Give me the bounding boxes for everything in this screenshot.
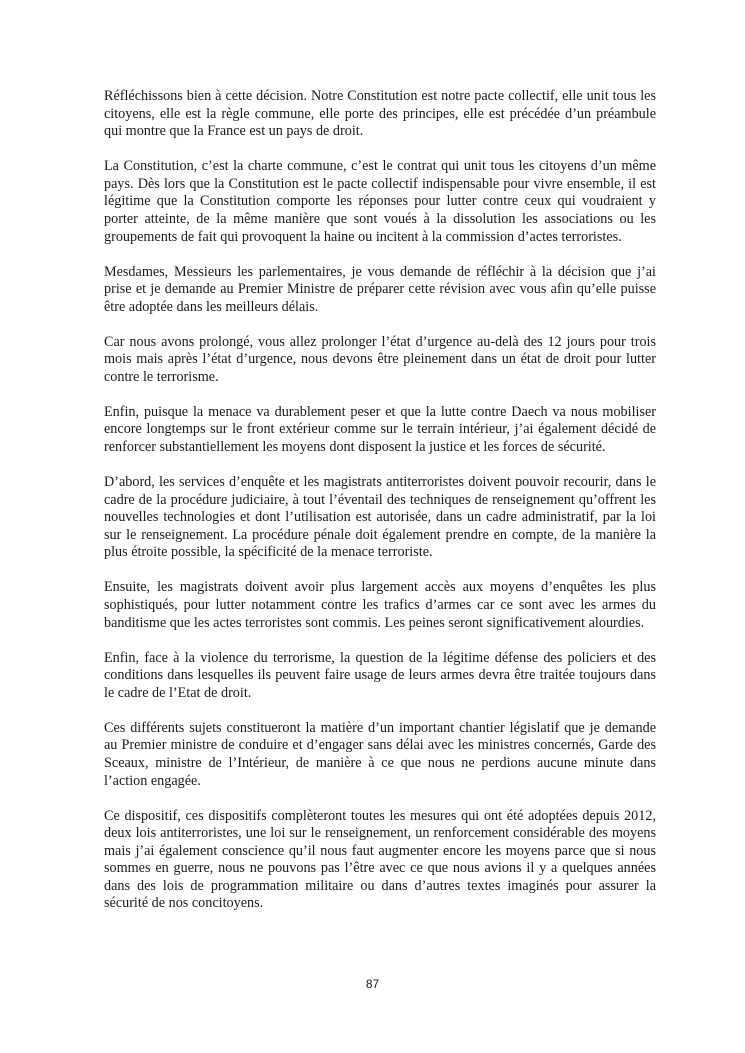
paragraph-5: Enfin, puisque la menace va durablement peser et que la lutte contre Daech va nous mobiliser encore longtemps sur le front extérieur comme sur le terrain intérieur, j’ai également décidé de renforcer substantiellement les moyens dont disposent la justice et les forces de sécurité. — [104, 403, 656, 456]
paragraph-1: Réfléchissons bien à cette décision. Notre Constitution est notre pacte collectif, elle unit tous les citoyens, elle est la règle commune, elle porte des principes, elle est précédée d’un préambule qui montre que la France est un pays de droit. — [104, 88, 656, 140]
paragraph-3: Mesdames, Messieurs les parlementaires, je vous demande de réfléchir à la décision que j’ai prise et je demande au Premier Ministre de préparer cette révision avec vous afin qu’elle puisse être adoptée dans les meilleurs délais. — [104, 263, 656, 315]
paragraph-4: Car nous avons prolongé, vous allez prolonger l’état d’urgence au-delà des 12 jours pour trois mois mais après l’état d’urgence, nous devons être pleinement dans un état de droit pour lutter contre le terrorisme. — [104, 333, 656, 385]
body-text — [104, 88, 656, 930]
paragraph-7: Ensuite, les magistrats doivent avoir plus largement accès aux moyens d’enquêtes les plus sophistiqués, pour lutter notamment contre les trafics d’armes car ce sont avec les armes du banditisme que les actes terroristes sont commis. Les peines seront significativement alourdies. — [104, 579, 656, 631]
paragraph-6: D’abord, les services d’enquête et les magistrats antiterroristes doivent pouvoir recourir, dans le cadre de la procédure judiciaire, à tout l’éventail des techniques de renseignement qu’offrent les nouvelles technologies et dont l’utilisation est autorisée, dans un cadre administratif, par la loi sur le renseignement. La procédure pénale doit également prendre en compte, de la manière la plus étroite possible, la spécificité de la menace terroriste. — [104, 474, 656, 561]
paragraph-8: Enfin, face à la violence du terrorisme, la question de la légitime défense des policiers et des conditions dans lesquelles ils peuvent faire usage de leurs armes devra être traitée toujours dans le cadre de l’Etat de droit. — [104, 649, 656, 701]
page-number: 87 — [365, 977, 380, 991]
paragraph-9: Ces différents sujets constitueront la matière d’un important chantier législatif que je demande au Premier ministre de conduire et d’engager sans délai avec les ministres concernés, Garde des Sceaux, ministre de l’Intérieur, de manière à ce que nous ne perdions aucune minute dans l’action engagée. — [104, 719, 656, 789]
paragraph-2: La Constitution, c’est la charte commune, c’est le contrat qui unit tous les citoyens d’un même pays. Dès lors que la Constitution est le pacte collectif indispensable pour vivre ensemble, il est légitime que la Constitution comporte les réponses pour lutter contre ceux qui voudraient y porter atteinte, de la même manière que sont voués à la dissolution les associations ou les groupements de fait qui provoquent la haine ou incitent à la commission d’actes terroristes. — [104, 158, 656, 245]
paragraph-10: Ce dispositif, ces dispositifs complèteront toutes les mesures qui ont été adoptées depuis 2012, deux lois antiterroristes, une loi sur le renseignement, un renforcement considérable des moyens mais j’ai également conscience qu’il nous faut augmenter encore les moyens parce que si nous sommes en guerre, nous ne pouvons pas l’être avec ce que nous avions il y a quelques années dans des lois de programmation militaire ou dans d’autres textes imaginés pour assurer la sécurité de nos concitoyens. — [104, 807, 656, 912]
